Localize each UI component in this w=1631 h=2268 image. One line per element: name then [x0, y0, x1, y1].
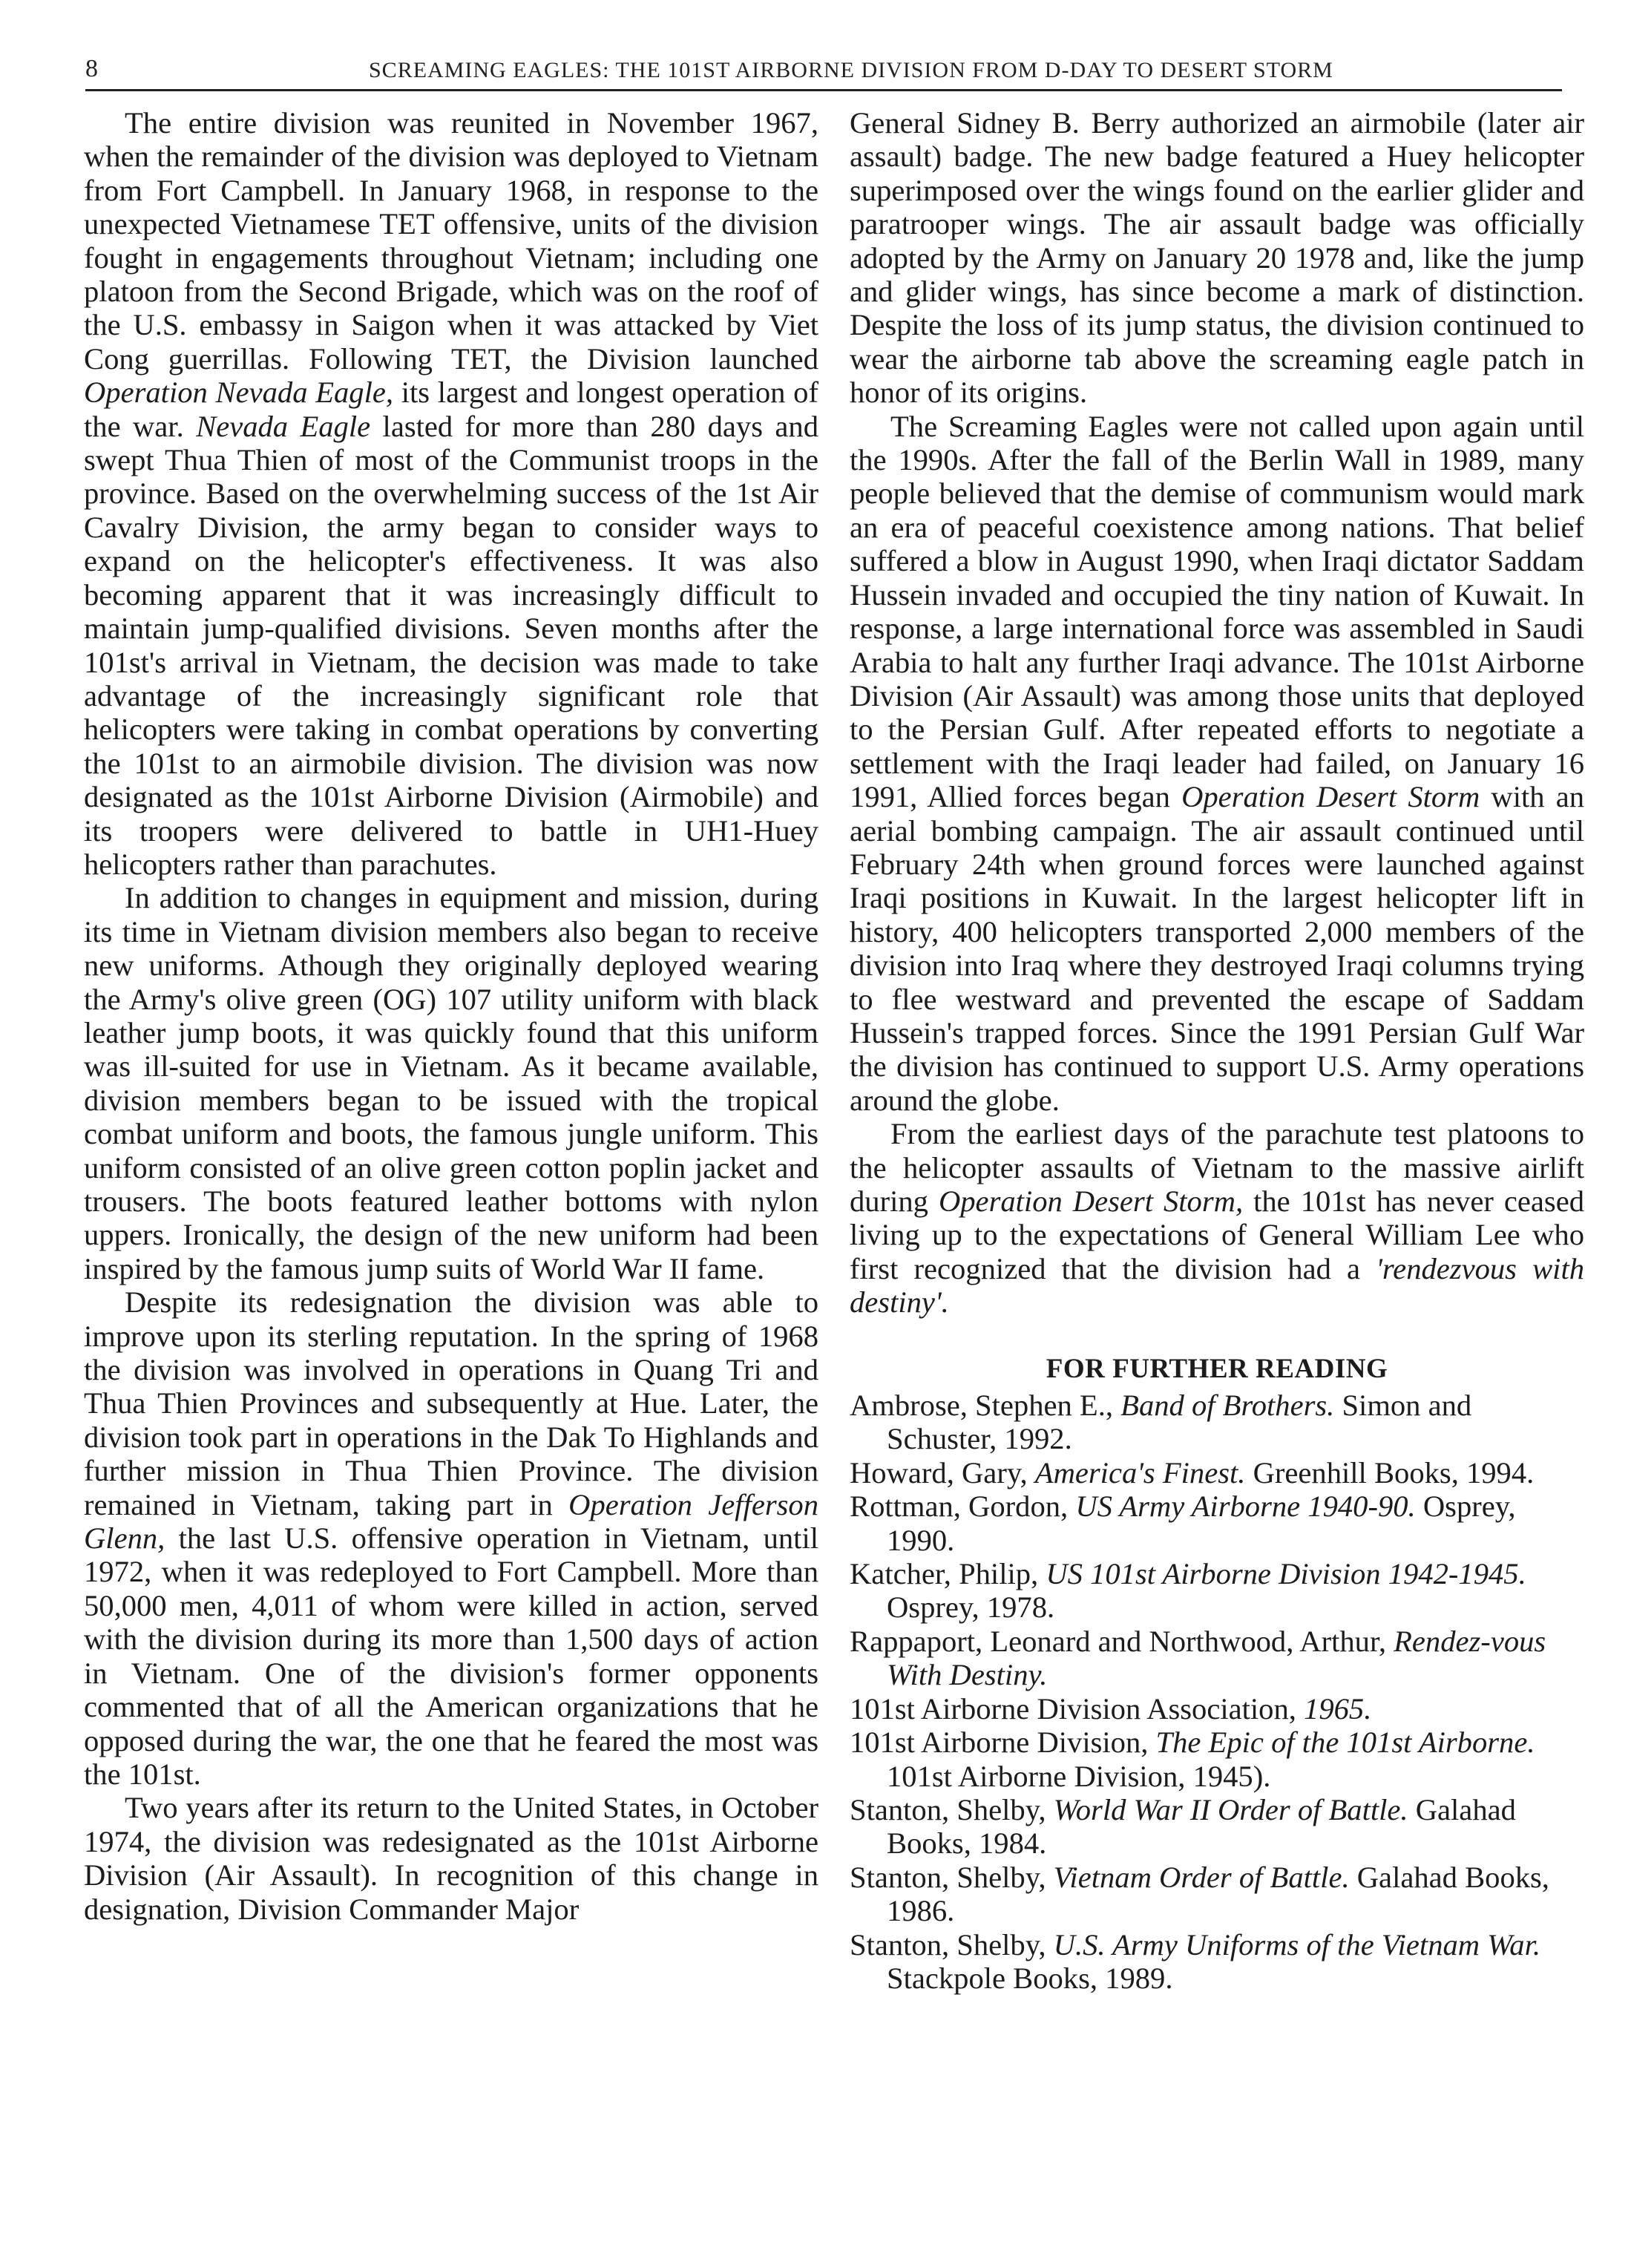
- italic-run: Operation Desert Storm,: [938, 1184, 1244, 1218]
- bib-publisher: 101st Airborne Division, 1945).: [887, 1759, 1271, 1793]
- left-column: [84, 106, 818, 1926]
- bib-publisher: Stackpole Books, 1989.: [887, 1961, 1173, 1995]
- bib-author: Stanton, Shelby,: [850, 1860, 1054, 1894]
- bibliography-entry: [850, 1861, 1584, 1928]
- bibliography-entry: [850, 1389, 1584, 1456]
- bib-publisher: Galahad Books, 1984.: [887, 1792, 1516, 1861]
- italic-run: Nevada Eagle: [196, 409, 371, 443]
- further-reading-title: FOR FURTHER READING: [1046, 1353, 1388, 1384]
- text-run: its largest and longest operation of the war.: [84, 376, 818, 443]
- bib-title: Band of Brothers.: [1120, 1389, 1335, 1423]
- bibliography-entry: [850, 1928, 1584, 1996]
- bib-publisher: Osprey, 1978.: [887, 1590, 1055, 1625]
- left-paragraph-2: In addition to changes in equipment and mission, during its time in Vietnam division members also began to receive new uniforms. Athough they originally deployed wearing the Army's olive green (OG) 107 utility uniform with black leather jump boots, it was quickly found that this uniform was ill-suited for use in Vietnam. As it became available, division members began to be issued with the tropical combat uniform and boots, the famous jungle uniform. This uniform consisted of an olive green cotton poplin jacket and trousers. The boots featured leather bottoms with nylon uppers. Ironically, the design of the new uniform had been inspired by the famous jump suits of World War II fame.: [84, 881, 818, 1285]
- text-run: The Screaming Eagles were not called upon again until the 1990s. After the fall of the Berlin Wall in 1989, many people believed that the demise of communism would mark an era of peaceful coexistence among nations. That belief suffered a blow in August 1990, when Iraqi dictator Saddam Hussein invaded and occupied the tiny nation of Kuwait. In response, a large international force was assembled in Saudi Arabia to halt any further Iraqi advance. The 101st Airborne Division (Air Assault) was among those units that deployed to the Persian Gulf. After repeated efforts to negotiate a settlement with the Iraqi leader had failed, on January 16 1991, Allied forces began: [850, 409, 1584, 814]
- bibliography-entry: [850, 1456, 1584, 1489]
- bib-author: 101st Airborne Division Association,: [850, 1691, 1305, 1725]
- bib-title: 1965.: [1304, 1691, 1372, 1725]
- bib-title: World War II Order of Battle.: [1053, 1792, 1408, 1826]
- right-paragraph-2: [850, 410, 1584, 1118]
- bib-publisher: Galahad Books, 1986.: [887, 1860, 1549, 1928]
- bib-author: Howard, Gary,: [850, 1455, 1035, 1489]
- text-run: the last U.S. offensive operation in Vietnam, until 1972, when it was redeployed to Fort Campbell. More than 50,000 men, 4,011 of whom were killed in action, served with the division during its more than 1,500 days of action in Vietnam. One of the division's former opponents commented that of all the American organizations that he opposed during the war, the one that he feared the most was the 101st.: [84, 1521, 818, 1791]
- bibliography-list: [850, 1389, 1584, 1995]
- bibliography-entry: [850, 1625, 1584, 1692]
- right-column: [850, 106, 1584, 1995]
- bib-publisher: Osprey, 1990.: [887, 1489, 1516, 1557]
- page-number: 8: [85, 55, 98, 82]
- bib-title: Vietnam Order of Battle.: [1053, 1860, 1350, 1894]
- right-paragraph-1: General Sidney B. Berry authorized an airmobile (later air assault) badge. The new badge featured a Huey helicopter superimposed over the wings found on the earlier glider and paratrooper wings. The air assault badge was officially adopted by the Army on January 20 1978 and, like the jump and glider wings, has since become a mark of distinction. Despite the loss of its jump status, the division continued to wear the airborne tab above the screaming eagle patch in honor of its origins.: [850, 106, 1584, 410]
- bib-author: Stanton, Shelby,: [850, 1927, 1054, 1961]
- italic-run: Operation Jefferson Glenn,: [84, 1487, 818, 1556]
- bibliography-entry: [850, 1489, 1584, 1557]
- bib-title: US Army Airborne 1940-90.: [1075, 1489, 1416, 1524]
- italic-run: 'rendezvous with destiny'.: [850, 1251, 1585, 1320]
- text-run: From the earliest days of the parachute test platoons to the helicopter assaults of Vietnam to the massive airlift during: [850, 1117, 1584, 1218]
- left-paragraph-1: [84, 106, 818, 881]
- page-header: [85, 53, 1562, 91]
- bibliography-entry: [850, 1557, 1584, 1625]
- bib-author: Stanton, Shelby,: [850, 1792, 1054, 1826]
- text-run: Despite its redesignation the division was able to improve upon its sterling reputation. In the spring of 1968 the division was involved in operations in Quang Tri and Thua Thien Provinces and subsequently at Hue. Later, the division took part in operations in the Dak To Highlands and further mission in Thua Thien Province. The division remained in Vietnam, taking part in: [84, 1285, 818, 1521]
- bib-author: Rappaport, Leonard and Northwood, Arthur,: [850, 1624, 1394, 1658]
- bib-title: Rendez-vous With Destiny.: [887, 1624, 1546, 1692]
- left-paragraph-4: Two years after its return to the United States, in October 1974, the division was redesignated as the 101st Airborne Division (Air Assault). In recognition of this change in designation, Division Commander Major: [84, 1791, 818, 1926]
- bib-title: The Epic of the 101st Airborne.: [1155, 1725, 1535, 1760]
- bibliography-entry: [850, 1793, 1584, 1861]
- text-run: lasted for more than 280 days and swept Thua Thien of most of the Communist troops in the province. Based on the overwhelming success of the 1st Air Cavalry Division, the army began to consider ways to expand on the helicopter's effectiveness. It was also becoming apparent that it was increasingly difficult to maintain jump-qualified divisions. Seven months after the 101st's arrival in Vietnam, the decision was made to take advantage of the increasingly significant role that helicopters were taking in combat operations by converting the 101st to an airmobile division. The division was now designated as the 101st Airborne Division (Airmobile) and its troopers were delivered to battle in UH1-Huey helicopters rather than parachutes.: [84, 409, 818, 881]
- bib-author: Ambrose, Stephen E.,: [850, 1389, 1121, 1423]
- left-paragraph-3: [84, 1285, 818, 1791]
- text-run: The entire division was reunited in November 1967, when the remainder of the division was deployed to Vietnam from Fort Campbell. In January 1968, in response to the unexpected Vietnamese TET offensive, units of the division fought in engagements throughout Vietnam; including one platoon from the Second Brigade, which was on the roof of the U.S. embassy in Saigon when it was attacked by Viet Cong guerrillas. Following TET, the Division launched: [84, 106, 818, 376]
- text-run: with an aerial bombing campaign. The air assault continued until February 24th when ground forces were launched against Iraqi positions in Kuwait. In the largest helicopter lift in history, 400 helicopters transported 2,000 members of the division into Iraq where they destroyed Iraqi columns trying to flee westward and prevented the escape of Saddam Hussein's trapped forces. Since the 1991 Persian Gulf War the division has continued to support U.S. Army operations around the globe.: [850, 780, 1584, 1117]
- bib-author: 101st Airborne Division,: [850, 1725, 1156, 1760]
- bib-author: Rottman, Gordon,: [850, 1489, 1076, 1524]
- right-paragraph-3: [850, 1117, 1584, 1319]
- running-head: SCREAMING EAGLES: THE 101ST AIRBORNE DIVISION FROM D-DAY TO DESERT STORM: [369, 58, 1333, 82]
- italic-run: Operation Desert Storm: [1181, 780, 1480, 814]
- bibliography-entry: [850, 1725, 1584, 1793]
- bib-publisher: Greenhill Books, 1994.: [1245, 1455, 1535, 1489]
- italic-run: Operation Nevada Eagle,: [84, 376, 394, 410]
- bib-title: US 101st Airborne Division 1942-1945.: [1046, 1557, 1526, 1591]
- bib-title: America's Finest.: [1034, 1455, 1246, 1489]
- bibliography-entry: [850, 1692, 1584, 1725]
- bib-publisher: Simon and Schuster, 1992.: [887, 1389, 1472, 1456]
- text-run: the 101st has never ceased living up to the expectations of General William Lee who first recognized that the division had a: [850, 1184, 1585, 1285]
- bib-title: U.S. Army Uniforms of the Vietnam War.: [1053, 1927, 1541, 1961]
- bib-author: Katcher, Philip,: [850, 1557, 1046, 1591]
